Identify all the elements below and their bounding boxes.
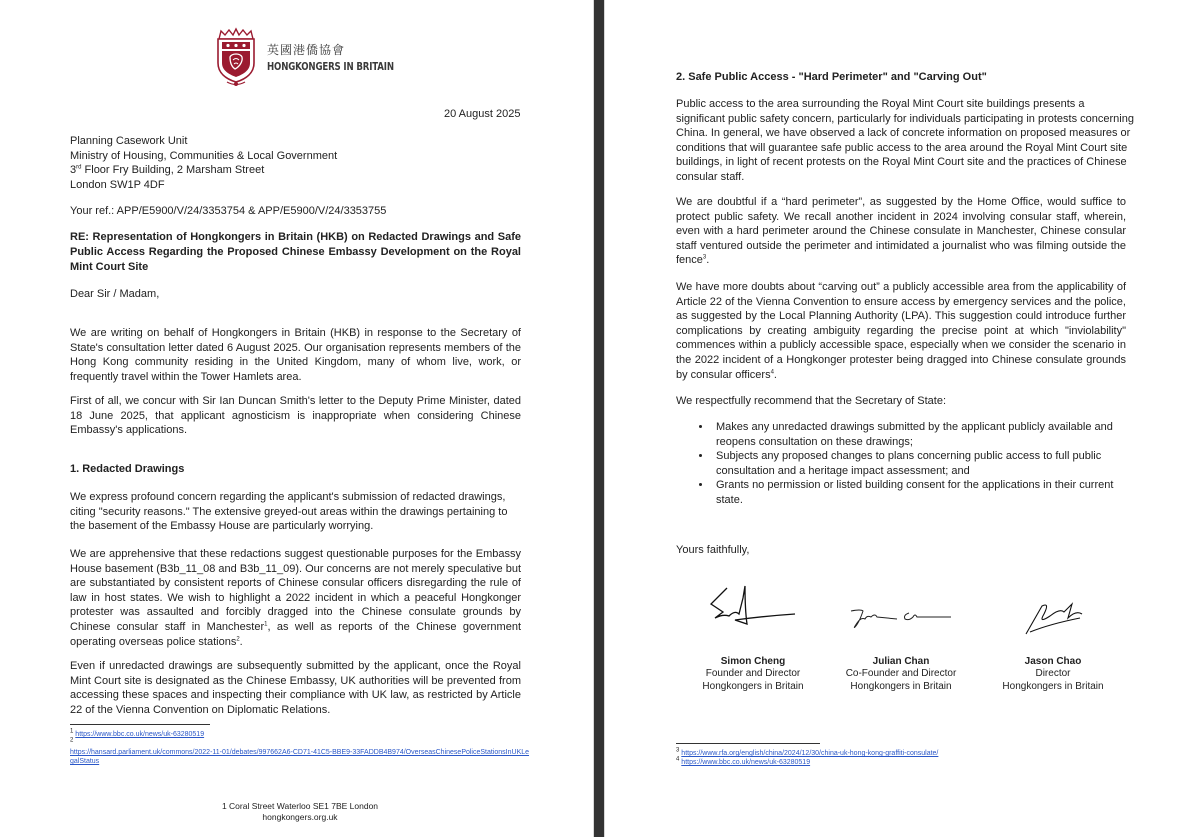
recipient-line: London SW1P 4DF — [70, 178, 165, 191]
reference-line: Your ref.: APP/E5900/V/24/3353754 & APP/E5900/V/24/3353755 — [70, 205, 387, 217]
letter-page-1 — [0, 0, 593, 837]
org-name-chinese: 英國港僑協會 — [267, 43, 346, 57]
intro-paragraph-2: First of all, we concur with Sir Ian Duncan Smith's letter to the Deputy Prime Minister, dated 18 June 2025, that applicant agnosticism is inappropriate when considering Chinese Embassy's applications. — [70, 395, 521, 437]
intro-paragraph-1: We are writing on behalf of Hongkongers in Britain (HKB) in response to the Secretary of State's consultation letter dated 6 August 2025. Our organisation represents members of the Hong Kong community residing in the United Kingdom, many of whom live, work, or frequently travel within the Tower Hamlets area. — [70, 327, 521, 383]
letter-date: 20 August 2025 — [444, 108, 521, 120]
signature-julian-chan — [847, 605, 957, 635]
signatory-1 — [683, 656, 823, 693]
section-1-paragraph-3: Even if unredacted drawings are subsequently submitted by the applicant, once the Royal Mint Court site is designated as the Chinese Embassy, UK authorities will be prevented from accessing these spaces and inspecting their compliance with UK law, as restricted by Article 22 of the Vienna Convention on Diplomatic Relations. — [70, 660, 521, 716]
letter-subject: RE: Representation of Hongkongers in Britain (HKB) on Redacted Drawings and Safe Public Access Regarding the Proposed Chinese Embassy Development on the Royal Mint Court Site — [70, 231, 521, 273]
signatory-3 — [983, 656, 1123, 693]
section-2-heading: 2. Safe Public Access - "Hard Perimeter" and "Carving Out" — [676, 71, 987, 83]
crest-icon — [213, 27, 259, 87]
footnote-4: $^4$ https://www.bbc.co.uk/news/uk-63280519 — [676, 756, 811, 766]
signature-simon-cheng — [705, 580, 805, 630]
org-logo — [213, 27, 422, 87]
salutation: Dear Sir / Madam, — [70, 288, 160, 300]
recommendation-item: • Makes any unredacted drawings submitted by the applicant publicly available and reopens consultation on these drawings; — [712, 420, 1126, 449]
recommendation-item: • Subjects any proposed changes to plans concerning public access to full public consultation and a heritage impact assessment; and — [712, 449, 1126, 478]
section-2-paragraph-3: We have more doubts about “carving out” a publicly accessible area from the applicability of Article 22 of the Vienna Convention to ensure access by emergency services and the police, as suggested by the Local Planning Authority (LPA). This suggestion could introduce further complications by creating ambiguity regarding the precise point at which "inviolability" commences within a publicly accessible space, especially when we consider the scenario in the 2022 incident of a Hongkonger protester being dragged into Chinese consulate grounds by consular officers$^4$. — [676, 281, 1126, 381]
footer-address: 1 Coral Street Waterloo SE1 7BE London — [221, 801, 379, 811]
signatory-org: Hongkongers in Britain — [1002, 680, 1104, 692]
signatory-name: Jason Chao — [1024, 656, 1082, 667]
footnote-2-link[interactable]: https://hansard.parliament.uk/commons/2022-11-01/debates/997662A6-CD71-41C5-BBE9-33FADDB4B974/OverseasChinesePoliceStationsInUKLegalStatus — [70, 749, 530, 765]
footer-website[interactable]: hongkongers.org.uk — [262, 812, 338, 822]
footnote-separator — [676, 743, 820, 744]
footnotes-left — [70, 730, 530, 766]
footnote-1: $^1$ https://www.bbc.co.uk/news/uk-63280519 — [70, 728, 205, 738]
letter-page-2 — [605, 0, 1200, 837]
section-1-paragraph-2: We are apprehensive that these redactions suggest questionable purposes for the Embassy House basement (B3b_11_08 and B3b_11_09). Our concerns are not merely speculative but are substantiated by consistent reports of Chinese consular officers disregarding the rule of law in host states. We wish to highlight a 2022 incident in which a peaceful Hongkonger protester was assaulted and forcibly dragged into the Chinese consulate grounds by Chinese consular staff in Manchester$^1$, as well as reports of the Chinese government operating overseas police stations$^2$. — [70, 548, 521, 648]
section-1-paragraph-1: We express profound concern regarding the applicant's submission of redacted drawings, citing "security reasons." The extensive greyed-out areas within the drawings pertaining to the basement of the Embassy House are particularly worrying. — [70, 491, 508, 533]
signatory-name: Simon Cheng — [720, 656, 786, 667]
signatory-org: Hongkongers in Britain — [850, 680, 952, 692]
page-divider — [593, 0, 605, 837]
recipient-line: Planning Casework Unit — [70, 135, 188, 147]
footnote-1-link[interactable]: https://www.bbc.co.uk/news/uk-63280519 — [75, 731, 205, 738]
section-2-paragraph-2: We are doubtful if a “hard perimeter”, as suggested by the Home Office, would suffice to protect public safety. We recall another incident in 2024 involving consular staff, wherein, even with a hard perimeter around the Chinese consulate in Manchester, Chinese consular staff ventured outside the perimeter and intimidated a journalist who was filming outside the fence$^3$. — [676, 196, 1126, 267]
signature-jason-chao — [1020, 600, 1090, 640]
signatory-title: Director — [1035, 668, 1071, 680]
footnotes-right — [676, 749, 1146, 767]
footnote-2: $^2$ https://hansard.parliament.uk/commons/2022-11-01/debates/997662A6-CD71-41C5-BBE9-33FADDB4B974/OverseasChinesePoliceStationsInUKLegalStatus — [70, 737, 530, 765]
signatory-title: Co-Founder and Director — [845, 668, 957, 680]
recommendation-item: • Grants no permission or listed building consent for the applications in their current state. — [712, 478, 1126, 507]
footnote-3-link[interactable]: https://www.rfa.org/english/china/2024/12/30/china-uk-hong-kong-graffiti-consulate/ — [681, 750, 939, 757]
signatory-name: Julian Chan — [872, 656, 930, 667]
recommendations-list — [676, 420, 1126, 508]
recipient-line: Ministry of Housing, Communities & Local Government — [70, 149, 338, 162]
footnote-4-link[interactable]: https://www.bbc.co.uk/news/uk-63280519 — [681, 759, 811, 766]
recipient-address — [70, 134, 490, 192]
footnote-separator — [70, 724, 210, 725]
org-name-english: HONGKONGERS IN BRITAIN — [267, 61, 394, 73]
signatory-org: Hongkongers in Britain — [702, 680, 804, 692]
signatory-2 — [831, 656, 971, 693]
section-1-heading: 1. Redacted Drawings — [70, 463, 185, 475]
letter-footer — [150, 801, 450, 823]
section-2-paragraph-1: Public access to the area surrounding the Royal Mint Court site buildings presents a significant public safety concern, particularly for individuals participating in protests concerning China. In general, we have observed a lack of concrete information on proposed measures or conditions that will guarantee safe public access to the area around the Royal Mint Court site buildings, in light of recent protests on the Royal Mint Court site and the practices of Chinese consular staff. — [676, 98, 1134, 183]
footnote-3: $^3$ https://www.rfa.org/english/china/2024/12/30/china-uk-hong-kong-graffiti-consulate/ — [676, 747, 939, 757]
recommendation-intro: We respectfully recommend that the Secretary of State: — [676, 395, 947, 407]
recipient-line: 3rd Floor Fry Building, 2 Marsham Street — [70, 164, 265, 177]
closing: Yours faithfully, — [676, 544, 750, 556]
signatory-title: Founder and Director — [705, 668, 801, 680]
